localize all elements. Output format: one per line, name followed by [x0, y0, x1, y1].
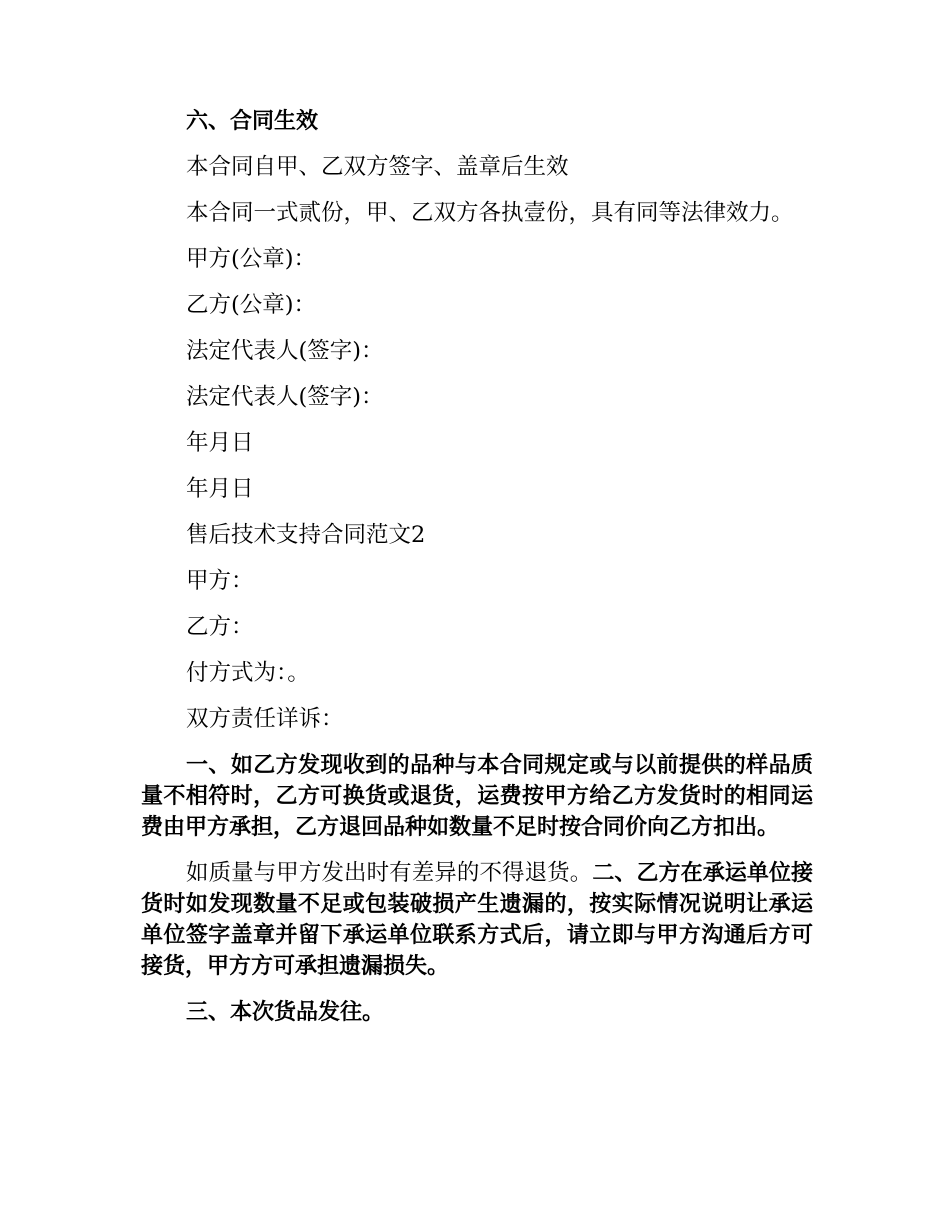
paragraph-effective-clause: 本合同自甲、乙双方签字、盖章后生效 [186, 154, 569, 180]
quality-difference-text: 如质量与甲方发出时有差异的不得退货。 [186, 860, 593, 886]
clause-two-bold-text: 二、乙方在承运单位接货时如发现数量不足或包装破损产生遗漏的，按实际情况说明让承运单位签字盖章并留下承运单位联系方式后，请立即与甲方沟通后方可接货，甲方方可承担遗漏损失。 [141, 861, 813, 979]
party-a-line: 甲方： [186, 568, 254, 594]
responsibilities-heading: 双方责任详诉： [186, 706, 344, 732]
payment-method-line: 付方式为：。 [186, 660, 310, 686]
date-line-b: 年月日 [186, 476, 254, 502]
legal-rep-signature-line-a: 法定代表人(签字)： [186, 338, 384, 364]
party-b-line: 乙方： [186, 614, 254, 640]
date-line-a: 年月日 [186, 430, 254, 456]
document-body [141, 106, 813, 1043]
legal-rep-signature-line-b: 法定代表人(签字)： [186, 384, 384, 410]
party-b-seal-line: 乙方(公章)： [186, 292, 317, 318]
clause-one-paragraph: 一、如乙方发现收到的品种与本合同规定或与以前提供的样品质量不相符时，乙方可换货或退货，运费按甲方给乙方发货时的相同运费由甲方承担，乙方退回品种如数量不足时按合同价向乙方扣出。 [141, 753, 813, 840]
clause-two-paragraph [141, 858, 813, 982]
clause-three-paragraph: 三、本次货品发往。 [186, 1000, 385, 1025]
party-a-seal-line: 甲方(公章)： [186, 246, 317, 272]
paragraph-copies-clause: 本合同一式贰份，甲、乙双方各执壹份，具有同等法律效力。 [186, 200, 794, 226]
section-heading-contract-effect: 六、合同生效 [186, 109, 319, 134]
contract-template-title: 售后技术支持合同范文2 [186, 522, 426, 548]
